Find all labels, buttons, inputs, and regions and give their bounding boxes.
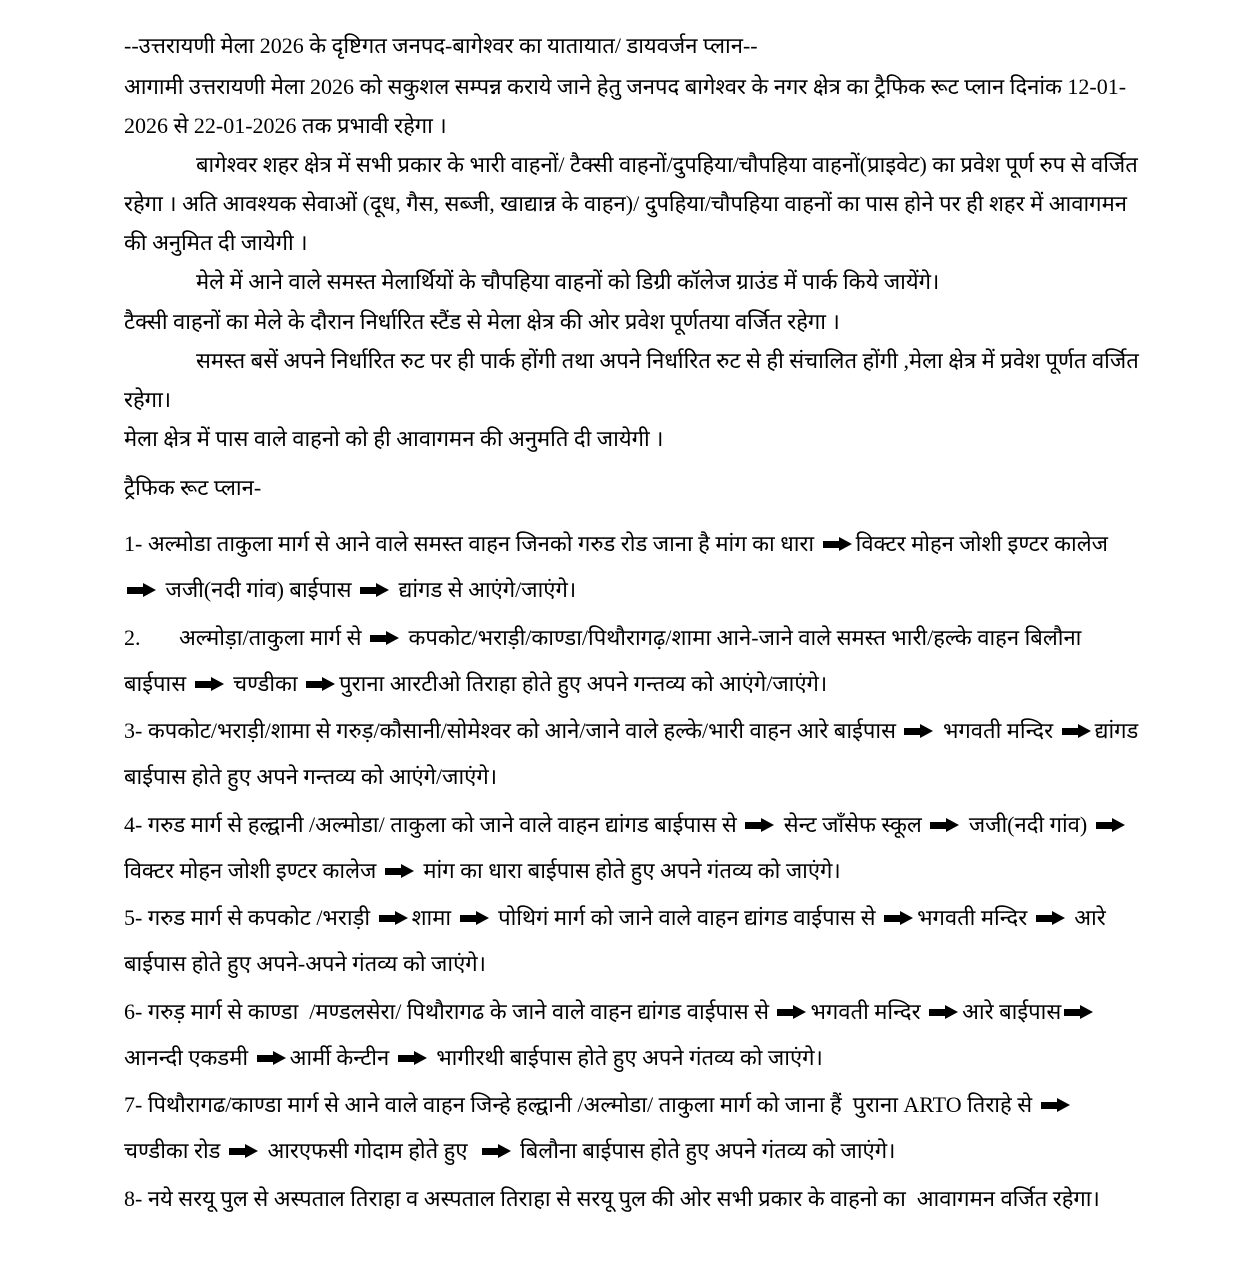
- route-item: 4- गरुड मार्ग से हल्द्वानी /अल्मोडा/ ताकुला को जाने वाले वाहन द्यांगड बाईपास से सेन्ट जाँसेफ स्कूल जजी(नदी गांव) विक्टर मोहन जोशी इण्टर कालेज मांग का धारा बाईपास होते हुए अपने गंतव्य को जाएंगे।: [124, 811, 1135, 883]
- right-arrow-icon: [884, 911, 914, 926]
- document-title: --उत्तरायणी मेला 2026 के दृष्टिगत जनपद-बागेश्वर का यातायात/ डायवर्जन प्लान--: [124, 33, 758, 58]
- right-arrow-icon: [823, 537, 853, 552]
- paragraph: मेला क्षेत्र में पास वाले वाहनो को ही आवागमन की अनुमति दी जायेगी ।: [124, 426, 664, 452]
- right-arrow-icon: [306, 677, 336, 692]
- right-arrow-icon: [904, 724, 934, 739]
- route-item: 5- गरुड मार्ग से कपकोट /भराड़ी शामा पोथिगं मार्ग को जाने वाले वाहन द्यांगड वाईपास से भगवती मन्दिर आरे बाईपास होते हुए अपने-अपने गंतव्य को जाएंगे।: [124, 905, 1112, 977]
- right-arrow-icon: [379, 911, 409, 926]
- right-arrow-icon: [1036, 911, 1066, 926]
- right-arrow-icon: [195, 677, 225, 692]
- route-item: 7- पिथौरागढ/काण्डा मार्ग से आने वाले वाहन जिन्हे हल्द्वानी /अल्मोडा/ ताकुला मार्ग को जाना हैं पुराना ARTO तिराहे से चण्डीका रोड आरएफसी गोदाम होते हुए बिलौना बाईपास होते हुए अपने गंतव्य को जाएंगे।: [124, 1092, 1080, 1164]
- route-plan-heading: ट्रैफिक रूट प्लान-: [124, 475, 262, 501]
- route-item: 3- कपकोट/भराड़ी/शामा से गरुड़/कौसानी/सोमेश्वर को आने/जाने वाले हल्के/भारी वाहन आरे बाईपास भगवती मन्दिर द्यांगड बाईपास होते हुए अपने गन्तव्य को आएंगे/जाएंगे।: [124, 718, 1144, 790]
- right-arrow-icon: [745, 818, 775, 833]
- right-arrow-icon: [1096, 818, 1126, 833]
- right-arrow-icon: [929, 1005, 959, 1020]
- right-arrow-icon: [1062, 724, 1092, 739]
- right-arrow-icon: [1064, 1005, 1094, 1020]
- route-item: 8- नये सरयू पुल से अस्पताल तिराहा व अस्पताल तिराहा से सरयू पुल की ओर सभी प्रकार के वाहनो का आवागमन वर्जित रहेगा।: [124, 1185, 1100, 1211]
- paragraph: मेले में आने वाले समस्त मेलार्थियों के चौपहिया वाहनों को डिग्री कॉलेज ग्राउंड में पार्क किये जायेंगे।: [196, 269, 940, 295]
- paragraph: समस्त बसें अपने निर्धारित रुट पर ही पार्क होंगी तथा अपने निर्धारित रुट से ही संचालित होंगी ,मेला क्षेत्र में प्रवेश पूर्णत वर्जित रहेगा।: [124, 347, 1145, 412]
- intro-paragraphs: [124, 67, 1145, 459]
- right-arrow-icon: [257, 1051, 287, 1066]
- paragraph: टैक्सी वाहनों का मेले के दौरान निर्धारित स्टैंड से मेला क्षेत्र की ओर प्रवेश पूर्णतया वर्जित रहेगा ।: [124, 308, 840, 334]
- route-item: 6- गरुड़ मार्ग से काण्डा /मण्डलसेरा/ पिथौरागढ के जाने वाले वाहन द्यांगड वाईपास से भगवती मन्दिर आरे बाईपास आनन्दी एकडमी आर्मी केन्टीन भागीरथी बाईपास होते हुए अपने गंतव्य को जाएंगे।: [124, 998, 1103, 1070]
- right-arrow-icon: [385, 864, 415, 879]
- paragraph: बागेश्वर शहर क्षेत्र में सभी प्रकार के भारी वाहनों/ टैक्सी वाहनों/दुपहिया/चौपहिया वाहनों(प्राइवेट) का प्रवेश पूर्ण रुप से वर्जित रहेगा । अति आवश्यक सेवाओं (दूध, गैस, सब्जी, खाद्यान्न के वाहन)/ दुपहिया/चौपहिया वाहनों का पास होने पर ही शहर में आवागमन की अनुमित दी जायेगी ।: [124, 152, 1144, 256]
- route-item: 2. अल्मोड़ा/ताकुला मार्ग से कपकोट/भराड़ी/काण्डा/पिथौरागढ़/शामा आने-जाने वाले समस्त भारी/हल्के वाहन बिलौना बाईपास चण्डीका पुराना आरटीओ तिराहा होते हुए अपने गन्तव्य को आएंगे/जाएंगे।: [124, 624, 1087, 696]
- right-arrow-icon: [777, 1005, 807, 1020]
- right-arrow-icon: [370, 631, 400, 646]
- paragraph: आगामी उत्तरायणी मेला 2026 को सकुशल सम्पन्न कराये जाने हेतु जनपद बागेश्वर के नगर क्षेत्र का ट्रैफिक रूट प्लान दिनांक 12-01-2026 से 22-01-2026 तक प्रभावी रहेगा ।: [124, 73, 1127, 138]
- route-item: 1- अल्मोडा ताकुला मार्ग से आने वाले समस्त वाहन जिनको गरुड रोड जाना है मांग का धारा विक्टर मोहन जोशी इण्टर कालेज जजी(नदी गांव) बाईपास द्यांगड से आएंगे/जाएंगे।: [124, 531, 1119, 603]
- right-arrow-icon: [1041, 1098, 1071, 1113]
- right-arrow-icon: [398, 1051, 428, 1066]
- right-arrow-icon: [229, 1144, 259, 1159]
- right-arrow-icon: [460, 911, 490, 926]
- right-arrow-icon: [360, 583, 390, 598]
- right-arrow-icon: [482, 1144, 512, 1159]
- route-plan-list: [124, 521, 1142, 1221]
- right-arrow-icon: [127, 583, 157, 598]
- right-arrow-icon: [930, 818, 960, 833]
